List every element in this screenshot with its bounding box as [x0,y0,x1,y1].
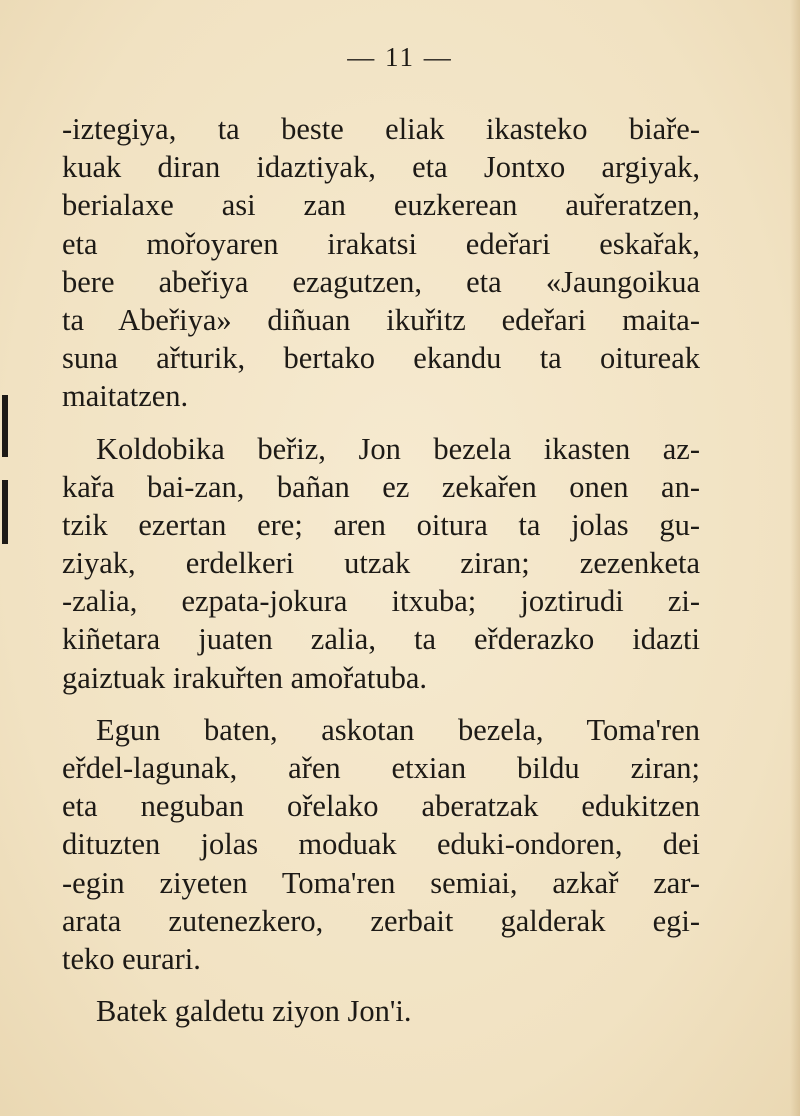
page-number: — 11 — [347,42,453,72]
text-line: maitatzen. [62,379,189,414]
text-line: tzik ezertan ere; aren oitura ta jolas gu- [62,507,700,542]
text-line: -egin ziyeten Toma'ren semiai, azkař zar- [62,865,700,900]
paragraph [62,992,700,1030]
text-line: eřdel-lagunak, ařen etxian bildu ziran; [62,751,700,785]
text-line: kařa bai-zan, bañan ez zekařen onen an- [62,469,700,504]
text-line: Batek galdetu ziyon Jon'i. [96,994,412,1029]
text-line: eta neguban ořelako aberatzak edukitzen [62,789,700,824]
text-line: teko eurari. [62,941,201,976]
text-line: gaiztuak irakuřten amořatuba. [62,660,427,695]
text-line: kiñetara juaten zalia, ta eřderazko idazti [62,622,700,657]
text-line: dituzten jolas moduak eduki-ondoren, dei [62,827,700,862]
page-edge-shadow [790,0,800,1116]
paragraph [62,110,700,416]
text-line: arata zutenezkero, zerbait galderak egi- [62,903,700,938]
text-line: ziyak, erdelkeri utzak ziran; zezenketa [62,546,700,581]
text-line: Koldobika beřiz, Jon bezela ikasten az- [96,431,700,466]
paragraph [62,711,700,978]
text-line: ta Abeřiya» diñuan ikuřitz edeřari maita- [62,302,700,337]
text-line: -zalia, ezpata-jokura itxuba; joztirudi zi- [62,584,700,619]
text-line: kuak diran idaztiyak, eta Jontxo argiyak, [62,150,700,185]
text-line: -iztegiya, ta beste eliak ikasteko biaře- [62,112,700,146]
paragraph [62,430,700,697]
text-line: suna ařturik, bertako ekandu ta oitureak [62,341,700,376]
margin-ink-mark [2,395,8,457]
text-line: Egun baten, askotan bezela, Toma'ren [96,712,700,747]
body-text [62,110,700,1044]
text-line: berialaxe asi zan euzkerean auřeratzen, [62,188,700,223]
text-line: bere abeřiya ezagutzen, eta «Jaungoikua [62,264,700,299]
margin-ink-mark [2,480,8,544]
text-line: eta mořoyaren irakatsi edeřari eskařak, [62,226,700,261]
